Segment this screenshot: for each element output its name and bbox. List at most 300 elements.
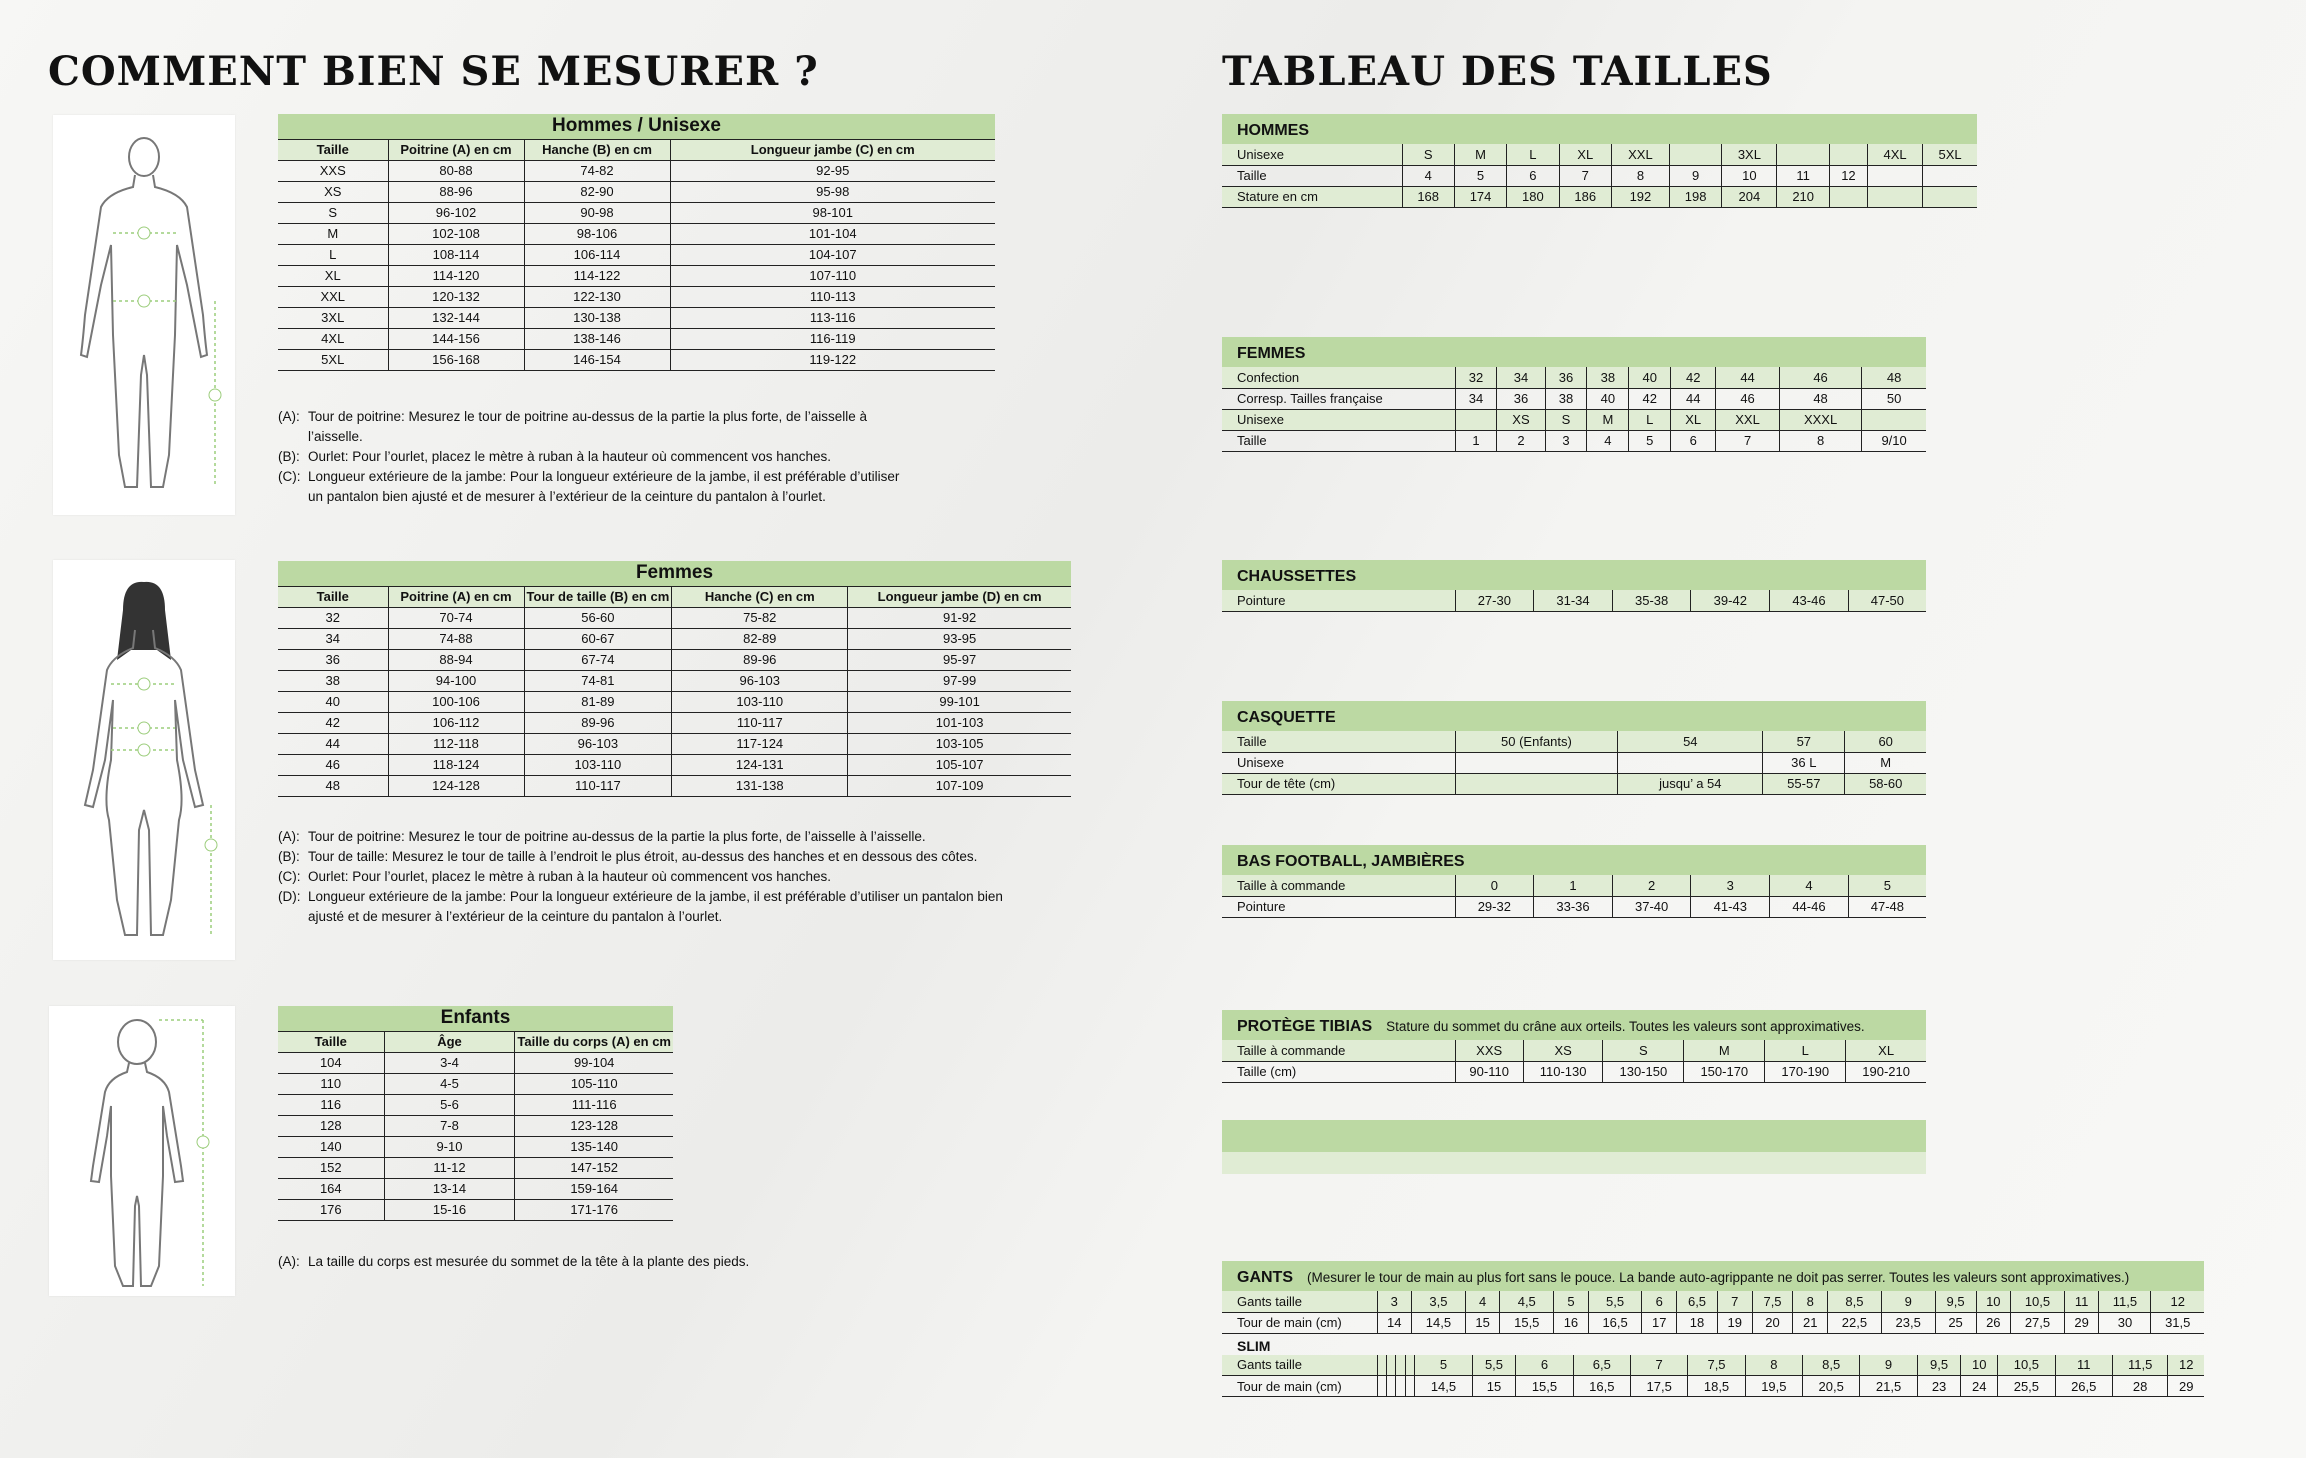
table-cell: 11 <box>2064 1291 2099 1312</box>
table-cell: 36 <box>278 649 388 670</box>
table-cell: 40 <box>1629 367 1671 388</box>
table-cell: 10,5 <box>1998 1355 2055 1376</box>
table-row <box>278 244 995 265</box>
table-cell: 38 <box>278 670 388 691</box>
table-cell: 7-8 <box>384 1115 515 1136</box>
table-row <box>278 775 1071 796</box>
table-row <box>278 349 995 370</box>
gants-title <box>1222 1261 2204 1291</box>
table-cell: 96-102 <box>388 202 524 223</box>
table-cell: 147-152 <box>515 1157 673 1178</box>
table-cell <box>1923 186 1977 207</box>
casquette-section <box>1222 701 1926 795</box>
table-cell: 44-46 <box>1770 896 1849 917</box>
empty-green-band <box>1222 1120 1926 1152</box>
kids-table-title: Enfants <box>278 1006 673 1031</box>
note-text: Ourlet: Pour l’ourlet, placez le mètre à ruban à la hauteur où commencent vos hanches. <box>308 449 832 464</box>
table-cell: 42 <box>1671 367 1716 388</box>
table-cell: 11 <box>1777 165 1829 186</box>
table-row <box>278 1136 673 1157</box>
table-row <box>278 628 1071 649</box>
table-cell: 28 <box>2112 1376 2168 1397</box>
table-row <box>1222 1355 2204 1376</box>
table-cell: 6,5 <box>1573 1355 1630 1376</box>
column-header: Tour de taille (B) en cm <box>524 586 672 607</box>
note-key: (C): <box>278 469 301 484</box>
table-cell: 11,5 <box>2099 1291 2151 1312</box>
table-cell: 96-103 <box>524 733 672 754</box>
table-cell: XXL <box>1611 144 1669 165</box>
table-cell <box>1396 1355 1405 1376</box>
row-label: Pointure <box>1222 590 1455 611</box>
casquette-table <box>1222 731 1926 795</box>
table-cell: XS <box>1523 1040 1602 1061</box>
left-title: COMMENT BIEN SE MESURER ? <box>48 48 819 95</box>
row-label: Gants taille <box>1222 1291 1377 1312</box>
table-cell: 107-110 <box>670 265 995 286</box>
table-cell: 99-104 <box>515 1052 673 1073</box>
table-cell: 130-150 <box>1603 1061 1684 1082</box>
table-cell: 210 <box>1777 186 1829 207</box>
note-key: (A): <box>278 1254 300 1269</box>
table-cell: 36 L <box>1763 752 1845 773</box>
table-cell: 146-154 <box>524 349 670 370</box>
table-cell: 37-40 <box>1612 896 1691 917</box>
table-row <box>1222 1040 1926 1061</box>
note-key: (A): <box>278 409 300 424</box>
table-cell: 4 <box>1465 1291 1500 1312</box>
table-cell: 180 <box>1507 186 1559 207</box>
row-label: Taille <box>1222 430 1455 451</box>
table-cell: 33-36 <box>1534 896 1613 917</box>
table-cell: 5 <box>1554 1291 1589 1312</box>
note-key: (D): <box>278 889 301 904</box>
table-cell: 8 <box>1611 165 1669 186</box>
table-cell: M <box>1684 1040 1765 1061</box>
table-row <box>1222 367 1926 388</box>
table-cell: 8 <box>1745 1355 1802 1376</box>
table-cell: 131-138 <box>672 775 848 796</box>
table-cell: 17,5 <box>1631 1376 1688 1397</box>
table-cell: S <box>1402 144 1454 165</box>
table-row <box>278 286 995 307</box>
table-cell: 106-112 <box>388 712 524 733</box>
table-cell: 36 <box>1545 367 1587 388</box>
table-cell: 41-43 <box>1691 896 1770 917</box>
table-cell: 5XL <box>278 349 388 370</box>
table-cell: M <box>278 223 388 244</box>
table-cell: S <box>1545 409 1587 430</box>
men-notes <box>278 407 908 507</box>
table-cell: 7 <box>1631 1355 1688 1376</box>
table-cell: 88-96 <box>388 181 524 202</box>
table-cell: 47-50 <box>1848 590 1926 611</box>
table-row <box>278 1115 673 1136</box>
table-cell: 5XL <box>1923 144 1977 165</box>
table-cell: 89-96 <box>672 649 848 670</box>
column-header: Taille <box>278 1031 384 1052</box>
table-cell: 29 <box>2168 1376 2204 1397</box>
table-row <box>1222 1312 2204 1333</box>
men-table-title: Hommes / Unisexe <box>278 114 995 139</box>
table-cell: 97-99 <box>848 670 1071 691</box>
table-cell: 10,5 <box>2011 1291 2065 1312</box>
table-cell <box>1386 1355 1395 1376</box>
tibias-section <box>1222 1010 1926 1083</box>
femmes-section <box>1222 337 1926 452</box>
table-cell: 119-122 <box>670 349 995 370</box>
table-cell: L <box>1765 1040 1846 1061</box>
table-cell <box>1455 409 1497 430</box>
gants-title-text: GANTS <box>1237 1269 1293 1286</box>
row-label: Taille <box>1222 731 1455 752</box>
table-cell: 15,5 <box>1500 1312 1554 1333</box>
row-label: Taille à commande <box>1222 1040 1455 1061</box>
table-cell: 90-110 <box>1455 1061 1523 1082</box>
table-row <box>278 328 995 349</box>
table-row <box>1222 165 1977 186</box>
table-row <box>278 1157 673 1178</box>
table-cell: 26,5 <box>2055 1376 2112 1397</box>
table-cell: 46 <box>1779 367 1861 388</box>
note-text: Longueur extérieure de la jambe: Pour la longueur extérieure de la jambe, il est préférable d’utiliser un pantalon bien ajusté et de mesurer à l’extérieur de la ceinture du pantalon à l’ourlet. <box>308 889 1003 924</box>
table-cell: 56-60 <box>524 607 672 628</box>
note-line <box>278 847 1018 867</box>
table-cell: 5 <box>1848 875 1926 896</box>
table-cell: 104 <box>278 1052 384 1073</box>
table-cell: 105-107 <box>848 754 1071 775</box>
hommes-section <box>1222 114 1977 208</box>
male-body-figure <box>53 115 235 515</box>
table-cell: 7,5 <box>1752 1291 1793 1312</box>
table-cell: 9 <box>1669 165 1721 186</box>
row-label: Confection <box>1222 367 1455 388</box>
table-cell: 114-120 <box>388 265 524 286</box>
table-cell: 57 <box>1763 731 1845 752</box>
note-key: (C): <box>278 869 301 884</box>
table-cell: 15 <box>1465 1312 1500 1333</box>
row-label: Stature en cm <box>1222 186 1402 207</box>
table-cell: 1 <box>1534 875 1613 896</box>
table-cell: 24 <box>1961 1376 1998 1397</box>
table-row <box>1222 590 1926 611</box>
table-cell: M <box>1587 409 1629 430</box>
child-body-figure <box>49 1006 235 1296</box>
table-cell: 7,5 <box>1688 1355 1745 1376</box>
table-row <box>1222 773 1926 794</box>
column-header: Âge <box>384 1031 515 1052</box>
table-cell: 18 <box>1677 1312 1718 1333</box>
table-cell <box>1868 165 1923 186</box>
column-header: Taille <box>278 586 388 607</box>
table-cell: 23 <box>1917 1376 1961 1397</box>
table-cell: 6 <box>1671 430 1716 451</box>
table-cell: 38 <box>1587 367 1629 388</box>
table-cell <box>1405 1355 1414 1376</box>
column-header: Poitrine (A) en cm <box>388 586 524 607</box>
note-key: (B): <box>278 849 300 864</box>
table-cell: 25 <box>1935 1312 1976 1333</box>
table-row <box>278 181 995 202</box>
row-label: Taille (cm) <box>1222 1061 1455 1082</box>
table-cell <box>1862 409 1926 430</box>
table-cell: 12 <box>2151 1291 2204 1312</box>
tibias-table <box>1222 1040 1926 1083</box>
table-cell: 16,5 <box>1573 1376 1630 1397</box>
note-key: (B): <box>278 449 300 464</box>
table-cell: 46 <box>278 754 388 775</box>
table-row <box>278 670 1071 691</box>
chaussettes-title: CHAUSSETTES <box>1222 560 1926 590</box>
table-cell: 31-34 <box>1534 590 1613 611</box>
table-cell: 35-38 <box>1612 590 1691 611</box>
table-cell: 8,5 <box>1828 1291 1882 1312</box>
column-header: Taille du corps (A) en cm <box>515 1031 673 1052</box>
table-cell: 90-98 <box>524 202 670 223</box>
women-header-row <box>278 586 1071 607</box>
table-cell: 34 <box>1497 367 1545 388</box>
table-cell: 46 <box>1716 388 1780 409</box>
kids-notes <box>278 1252 978 1272</box>
table-cell: 19,5 <box>1745 1376 1802 1397</box>
women-notes <box>278 827 1018 927</box>
table-row <box>1222 731 1926 752</box>
table-cell <box>1618 752 1763 773</box>
table-cell: 117-124 <box>672 733 848 754</box>
table-cell: 116-119 <box>670 328 995 349</box>
table-cell: 88-94 <box>388 649 524 670</box>
table-cell: L <box>1507 144 1559 165</box>
table-cell: 96-103 <box>672 670 848 691</box>
table-cell: 5 <box>1629 430 1671 451</box>
table-row <box>278 1178 673 1199</box>
table-cell: 7 <box>1559 165 1611 186</box>
table-cell: 100-106 <box>388 691 524 712</box>
table-cell: 74-81 <box>524 670 672 691</box>
row-label: Unisexe <box>1222 409 1455 430</box>
men-header-row <box>278 139 995 160</box>
table-cell: 176 <box>278 1199 384 1220</box>
casquette-title: CASQUETTE <box>1222 701 1926 731</box>
table-cell: 58-60 <box>1845 773 1926 794</box>
table-row <box>278 265 995 286</box>
row-label: Corresp. Tailles française <box>1222 388 1455 409</box>
table-cell <box>1455 773 1618 794</box>
empty-light-band <box>1222 1152 1926 1174</box>
bas-section <box>1222 845 1926 918</box>
table-cell: 16 <box>1554 1312 1589 1333</box>
table-cell: 82-90 <box>524 181 670 202</box>
table-cell: 60 <box>1845 731 1926 752</box>
table-cell <box>1923 165 1977 186</box>
tibias-subtitle: Stature du sommet du crâne aux orteils. Toutes les valeurs sont approximatives. <box>1386 1019 1865 1034</box>
column-header: Poitrine (A) en cm <box>388 139 524 160</box>
row-label: Tour de tête (cm) <box>1222 773 1455 794</box>
table-cell: 50 (Enfants) <box>1455 731 1618 752</box>
table-cell: 4 <box>1770 875 1849 896</box>
table-cell: 10 <box>1722 165 1777 186</box>
table-cell: 106-114 <box>524 244 670 265</box>
table-cell: 44 <box>1671 388 1716 409</box>
table-cell: 34 <box>1455 388 1497 409</box>
table-cell: 27,5 <box>2011 1312 2065 1333</box>
right-title: TABLEAU DES TAILLES <box>1222 48 1773 95</box>
table-cell: 91-92 <box>848 607 1071 628</box>
table-cell: 14,5 <box>1415 1376 1472 1397</box>
note-text: Tour de poitrine: Mesurez le tour de poitrine au-dessus de la partie la plus forte, de l’aisselle à l’aisselle. <box>308 829 926 844</box>
table-row <box>278 607 1071 628</box>
table-cell: 67-74 <box>524 649 672 670</box>
table-cell: 40 <box>278 691 388 712</box>
table-cell: 6,5 <box>1677 1291 1718 1312</box>
note-line <box>278 1252 978 1272</box>
table-cell: 9/10 <box>1862 430 1926 451</box>
table-row <box>278 307 995 328</box>
table-cell: 15 <box>1472 1376 1516 1397</box>
hommes-title: HOMMES <box>1222 114 1977 144</box>
table-row <box>1222 752 1926 773</box>
table-cell: XXL <box>278 286 388 307</box>
table-cell: 122-130 <box>524 286 670 307</box>
table-cell: 102-108 <box>388 223 524 244</box>
table-cell: 152 <box>278 1157 384 1178</box>
table-cell: 168 <box>1402 186 1454 207</box>
row-label: Unisexe <box>1222 144 1402 165</box>
femmes-title: FEMMES <box>1222 337 1926 367</box>
table-row <box>278 712 1071 733</box>
table-cell: 12 <box>1829 165 1867 186</box>
table-cell: 80-88 <box>388 160 524 181</box>
table-cell: 164 <box>278 1178 384 1199</box>
table-cell: 107-109 <box>848 775 1071 796</box>
chaussettes-table <box>1222 590 1926 612</box>
table-cell: 94-100 <box>388 670 524 691</box>
table-cell: 29 <box>2064 1312 2099 1333</box>
table-cell: XXL <box>1716 409 1780 430</box>
table-cell: 8 <box>1779 430 1861 451</box>
table-row <box>1222 388 1926 409</box>
note-text: La taille du corps est mesurée du sommet de la tête à la plante des pieds. <box>308 1254 750 1269</box>
table-cell: 118-124 <box>388 754 524 775</box>
table-cell <box>1868 186 1923 207</box>
table-cell: 159-164 <box>515 1178 673 1199</box>
table-row <box>278 1073 673 1094</box>
femmes-table <box>1222 367 1926 452</box>
table-cell: 12 <box>2168 1355 2204 1376</box>
table-cell: 4XL <box>278 328 388 349</box>
table-cell: 3 <box>1377 1291 1412 1312</box>
table-cell: 18,5 <box>1688 1376 1745 1397</box>
table-cell: 13-14 <box>384 1178 515 1199</box>
table-cell: 22,5 <box>1828 1312 1882 1333</box>
table-cell: 103-105 <box>848 733 1071 754</box>
table-cell: 114-122 <box>524 265 670 286</box>
note-line <box>278 467 908 507</box>
table-cell: 101-104 <box>670 223 995 244</box>
gants-section <box>1222 1261 2204 1397</box>
kids-size-table <box>278 1006 673 1221</box>
table-cell: 25,5 <box>1998 1376 2055 1397</box>
table-row <box>278 754 1071 775</box>
table-row <box>278 223 995 244</box>
table-cell: 54 <box>1618 731 1763 752</box>
table-cell: 42 <box>1629 388 1671 409</box>
table-cell: 99-101 <box>848 691 1071 712</box>
table-row <box>1222 144 1977 165</box>
table-cell <box>1377 1355 1386 1376</box>
table-cell: 120-132 <box>388 286 524 307</box>
table-cell: 17 <box>1642 1312 1677 1333</box>
table-cell <box>1669 144 1721 165</box>
table-cell: 186 <box>1559 186 1611 207</box>
table-cell: 20,5 <box>1803 1376 1860 1397</box>
table-row <box>1222 1376 2204 1397</box>
row-label: Taille à commande <box>1222 875 1455 896</box>
table-cell: 110-113 <box>670 286 995 307</box>
table-cell: 74-88 <box>388 628 524 649</box>
table-cell: 30 <box>2099 1312 2151 1333</box>
bas-title: BAS FOOTBALL, JAMBIÈRES <box>1222 845 1926 875</box>
table-cell: 198 <box>1669 186 1721 207</box>
row-label: Taille <box>1222 165 1402 186</box>
table-cell: 82-89 <box>672 628 848 649</box>
table-cell: L <box>278 244 388 265</box>
table-cell: 9-10 <box>384 1136 515 1157</box>
table-cell: 43-46 <box>1770 590 1849 611</box>
note-line <box>278 407 908 447</box>
table-cell: 48 <box>1779 388 1861 409</box>
table-cell: 23,5 <box>1881 1312 1935 1333</box>
column-header: Longueur jambe (C) en cm <box>670 139 995 160</box>
note-line <box>278 827 1018 847</box>
row-label: Tour de main (cm) <box>1222 1376 1377 1397</box>
note-text: Ourlet: Pour l’ourlet, placez le mètre à ruban à la hauteur où commencent vos hanches. <box>308 869 832 884</box>
table-row <box>278 160 995 181</box>
table-cell: 170-190 <box>1765 1061 1846 1082</box>
table-cell: 204 <box>1722 186 1777 207</box>
table-cell: 50 <box>1862 388 1926 409</box>
table-cell: 31,5 <box>2151 1312 2204 1333</box>
table-cell: 10 <box>1976 1291 2011 1312</box>
table-row <box>278 202 995 223</box>
table-cell: 128 <box>278 1115 384 1136</box>
table-cell: 9 <box>1881 1291 1935 1312</box>
table-cell: 16,5 <box>1588 1312 1642 1333</box>
table-row <box>1222 896 1926 917</box>
table-cell: XS <box>278 181 388 202</box>
table-cell: 0 <box>1455 875 1534 896</box>
table-cell: 2 <box>1497 430 1545 451</box>
table-cell: 21,5 <box>1860 1376 1917 1397</box>
row-label: Tour de main (cm) <box>1222 1312 1377 1333</box>
table-cell: 171-176 <box>515 1199 673 1220</box>
table-cell: 27-30 <box>1455 590 1534 611</box>
table-cell: 104-107 <box>670 244 995 265</box>
column-header: Hanche (B) en cm <box>524 139 670 160</box>
table-row <box>1222 1061 1926 1082</box>
table-cell: XXS <box>1455 1040 1523 1061</box>
table-row <box>1222 430 1926 451</box>
table-cell: 47-48 <box>1848 896 1926 917</box>
table-cell: 4 <box>1402 165 1454 186</box>
gants-slim-title: SLIM <box>1237 1337 1271 1354</box>
table-cell: 9,5 <box>1935 1291 1976 1312</box>
table-cell: XL <box>1846 1040 1926 1061</box>
table-cell: 38 <box>1545 388 1587 409</box>
note-text: Tour de poitrine: Mesurez le tour de poitrine au-dessus de la partie la plus forte, de l’aisselle à l’aisselle. <box>308 409 868 444</box>
table-row <box>278 649 1071 670</box>
table-cell: 92-95 <box>670 160 995 181</box>
